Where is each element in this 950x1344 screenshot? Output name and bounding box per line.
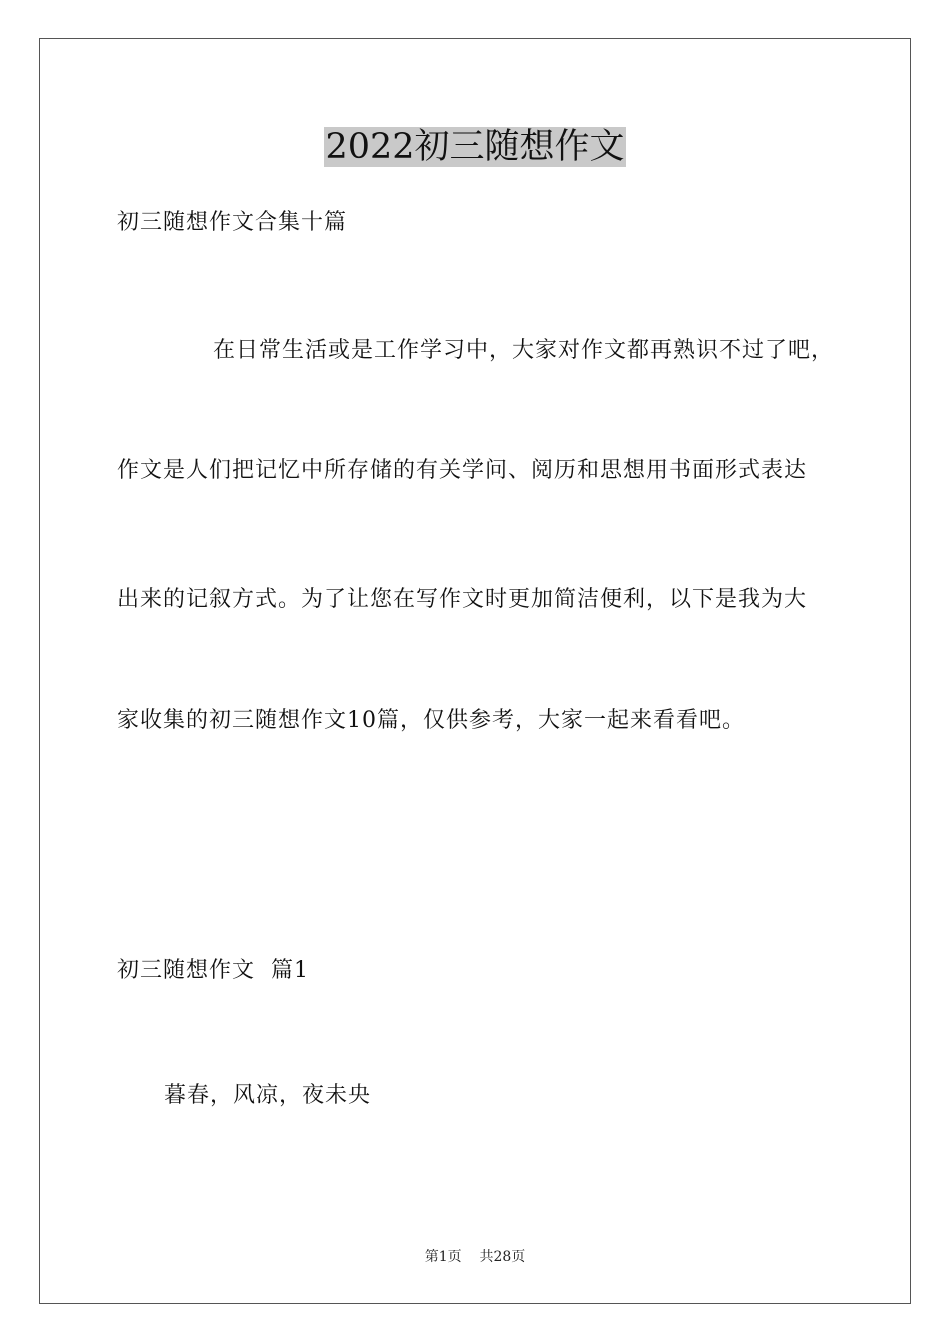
intro-line-2: 作文是人们把记忆中所存储的有关学问、阅历和思想用书面形式表达 [117, 458, 808, 483]
section-first-line: 暮春，风凉，夜未央 [164, 1083, 372, 1108]
document-title-text: 2022初三随想作文 [325, 127, 625, 167]
intro-line-3: 出来的记叙方式。为了让您在写作文时更加简洁便利，以下是我为大 [117, 587, 808, 612]
intro-line-1: 在日常生活或是工作学习中，大家对作文都再熟识不过了吧， [213, 338, 835, 363]
intro-line-4: 家收集的初三随想作文10篇，仅供参考，大家一起来看看吧。 [117, 708, 745, 733]
page-footer [0, 1248, 950, 1266]
document-subtitle: 初三随想作文合集十篇 [117, 210, 348, 235]
page-number-label: 第1页 共28页 [424, 1249, 526, 1265]
section-heading: 初三随想作文 篇1 [117, 958, 309, 983]
document-title [0, 126, 950, 168]
